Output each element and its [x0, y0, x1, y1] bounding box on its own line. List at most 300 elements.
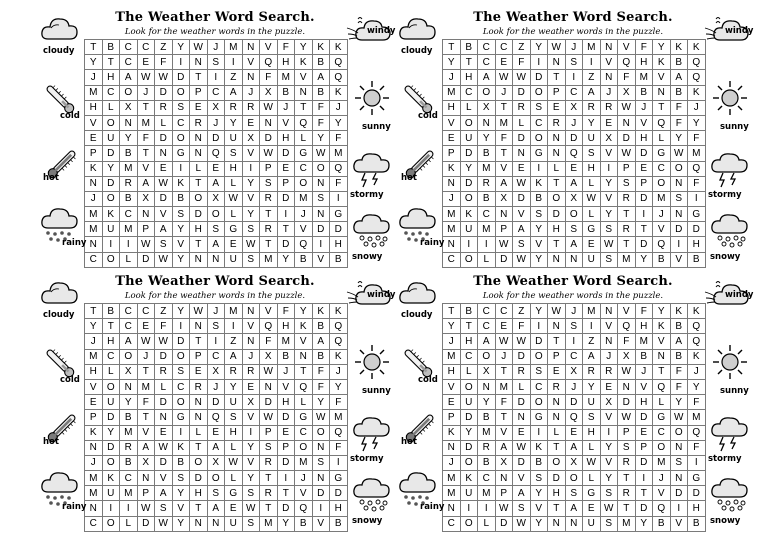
grid-cell: M	[653, 191, 671, 206]
grid-row	[85, 207, 348, 222]
grid-cell: N	[653, 85, 671, 100]
grid-cell: V	[242, 410, 260, 425]
grid-cell: W	[225, 191, 243, 206]
grid-cell: W	[670, 146, 688, 161]
grid-cell: D	[277, 410, 295, 425]
grid-cell: L	[155, 115, 173, 130]
grid-cell: I	[120, 501, 138, 516]
grid-cell: Y	[530, 516, 548, 531]
grid-cell: E	[277, 161, 295, 176]
grid-cell: D	[635, 410, 653, 425]
grid-cell: B	[635, 349, 653, 364]
label-sunny: sunny	[362, 386, 391, 396]
grid-cell: Y	[460, 425, 478, 440]
grid-row	[85, 237, 348, 252]
grid-cell: J	[635, 364, 653, 379]
grid-cell: V	[513, 207, 531, 222]
grid-cell: A	[312, 334, 330, 349]
grid-cell: L	[583, 471, 601, 486]
grid-cell: M	[443, 486, 461, 501]
grid-cell: U	[460, 222, 478, 237]
grid-cell: V	[137, 161, 155, 176]
grid-cell: O	[295, 176, 313, 191]
grid-cell: J	[330, 364, 348, 379]
grid-cell: K	[653, 55, 671, 70]
grid-row	[85, 349, 348, 364]
grid-cell: N	[85, 501, 103, 516]
grid-cell: J	[495, 349, 513, 364]
grid-row	[85, 486, 348, 501]
grid-cell: L	[190, 161, 208, 176]
grid-cell: L	[460, 100, 478, 115]
grid-cell: F	[688, 395, 706, 410]
grid-cell: O	[653, 176, 671, 191]
grid-cell: O	[670, 161, 688, 176]
grid-cell: D	[155, 85, 173, 100]
grid-cell: Y	[443, 55, 461, 70]
grid-cell: S	[155, 237, 173, 252]
grid-row	[443, 395, 706, 410]
grid-cell: B	[653, 516, 671, 531]
grid-cell: D	[688, 486, 706, 501]
grid-cell: Q	[295, 379, 313, 394]
grid-cell: T	[190, 334, 208, 349]
grid-row	[443, 379, 706, 394]
grid-row	[443, 85, 706, 100]
grid-cell: N	[207, 252, 225, 267]
grid-cell: E	[443, 395, 461, 410]
grid-cell: X	[600, 395, 618, 410]
grid-cell: O	[460, 252, 478, 267]
grid-cell: W	[548, 304, 566, 319]
grid-cell: B	[478, 146, 496, 161]
grid-cell: W	[137, 501, 155, 516]
grid-cell: R	[225, 364, 243, 379]
grid-cell: N	[155, 410, 173, 425]
grid-cell: G	[172, 146, 190, 161]
grid-cell: F	[495, 131, 513, 146]
grid-cell: T	[618, 237, 636, 252]
grid-cell: R	[242, 364, 260, 379]
grid-cell: C	[478, 304, 496, 319]
grid-cell: H	[548, 222, 566, 237]
grid-cell: A	[207, 440, 225, 455]
grid-cell: N	[495, 471, 513, 486]
grid-cell: F	[277, 40, 295, 55]
grid-cell: X	[600, 131, 618, 146]
grid-cell: W	[495, 501, 513, 516]
grid-cell: T	[460, 319, 478, 334]
grid-cell: E	[495, 55, 513, 70]
grid-cell: E	[583, 501, 601, 516]
grid-cell: B	[635, 85, 653, 100]
grid-cell: V	[618, 40, 636, 55]
grid-cell: P	[495, 486, 513, 501]
grid-cell: D	[460, 146, 478, 161]
grid-cell: X	[618, 349, 636, 364]
worksheet-3	[40, 272, 396, 534]
grid-cell: D	[277, 146, 295, 161]
grid-cell: Y	[530, 222, 548, 237]
grid-cell: T	[635, 222, 653, 237]
grid-cell: H	[277, 131, 295, 146]
grid-cell: R	[618, 191, 636, 206]
grid-cell: M	[137, 379, 155, 394]
grid-cell: N	[85, 176, 103, 191]
grid-cell: B	[295, 516, 313, 531]
grid-cell: T	[548, 70, 566, 85]
grid-cell: O	[207, 471, 225, 486]
sun-icon	[712, 80, 748, 116]
grid-cell: L	[295, 131, 313, 146]
grid-cell: N	[443, 237, 461, 252]
grid-cell: K	[330, 40, 348, 55]
grid-cell: R	[513, 100, 531, 115]
grid-cell: H	[635, 395, 653, 410]
grid-cell: A	[312, 70, 330, 85]
grid-row	[443, 70, 706, 85]
grid-cell: S	[312, 455, 330, 470]
grid-cell: E	[155, 425, 173, 440]
grid-cell: Y	[172, 252, 190, 267]
grid-cell: W	[618, 364, 636, 379]
grid-cell: V	[635, 379, 653, 394]
grid-cell: O	[670, 425, 688, 440]
grid-cell: Y	[530, 252, 548, 267]
grid-row	[443, 516, 706, 531]
grid-cell: S	[172, 471, 190, 486]
grid-cell: N	[85, 440, 103, 455]
grid-cell: M	[688, 146, 706, 161]
grid-cell: L	[513, 115, 531, 130]
grid-cell: L	[583, 176, 601, 191]
grid-cell: W	[583, 455, 601, 470]
grid-cell: C	[460, 349, 478, 364]
grid-cell: W	[260, 410, 278, 425]
grid-cell: L	[102, 364, 120, 379]
grid-cell: A	[513, 486, 531, 501]
grid-cell: F	[330, 440, 348, 455]
grid-cell: B	[478, 455, 496, 470]
grid-cell: S	[670, 191, 688, 206]
grid-cell: R	[260, 455, 278, 470]
grid-cell: V	[513, 471, 531, 486]
grid-cell: L	[225, 176, 243, 191]
grid-cell: Q	[688, 319, 706, 334]
grid-cell: R	[120, 176, 138, 191]
grid-cell: I	[330, 455, 348, 470]
grid-cell: D	[190, 207, 208, 222]
grid-cell: B	[277, 349, 295, 364]
sun-icon	[354, 344, 390, 380]
grid-cell: N	[565, 252, 583, 267]
grid-cell: X	[207, 100, 225, 115]
grid-cell: D	[155, 131, 173, 146]
grid-cell: F	[260, 70, 278, 85]
grid-cell: K	[312, 40, 330, 55]
grid-cell: K	[312, 304, 330, 319]
grid-cell: T	[260, 501, 278, 516]
grid-cell: V	[85, 379, 103, 394]
grid-cell: M	[120, 222, 138, 237]
grid-cell: I	[583, 55, 601, 70]
grid-cell: T	[295, 364, 313, 379]
grid-cell: X	[120, 364, 138, 379]
grid-cell: R	[225, 100, 243, 115]
grid-cell: E	[548, 364, 566, 379]
grid-cell: N	[295, 349, 313, 364]
grid-cell: I	[583, 319, 601, 334]
grid-cell: O	[207, 207, 225, 222]
grid-cell: N	[242, 40, 260, 55]
grid-cell: Q	[565, 410, 583, 425]
grid-row	[443, 501, 706, 516]
storm-cloud-icon	[710, 152, 748, 188]
grid-cell: M	[478, 425, 496, 440]
grid-cell: V	[495, 161, 513, 176]
grid-cell: D	[460, 440, 478, 455]
grid-cell: I	[225, 319, 243, 334]
grid-cell: T	[495, 146, 513, 161]
grid-cell: E	[513, 425, 531, 440]
grid-cell: Y	[85, 319, 103, 334]
grid-cell: S	[242, 222, 260, 237]
grid-cell: A	[670, 334, 688, 349]
grid-cell: W	[600, 501, 618, 516]
grid-row	[443, 222, 706, 237]
grid-row	[85, 501, 348, 516]
grid-cell: T	[618, 207, 636, 222]
grid-cell: O	[295, 440, 313, 455]
grid-cell: S	[172, 207, 190, 222]
grid-cell: H	[102, 334, 120, 349]
grid-cell: L	[548, 161, 566, 176]
grid-cell: L	[653, 131, 671, 146]
grid-cell: A	[478, 70, 496, 85]
grid-cell: B	[102, 304, 120, 319]
grid-cell: B	[460, 304, 478, 319]
grid-cell: C	[653, 161, 671, 176]
grid-cell: Q	[330, 334, 348, 349]
grid-cell: Y	[530, 304, 548, 319]
grid-cell: Z	[155, 304, 173, 319]
grid-cell: C	[295, 161, 313, 176]
grid-cell: B	[120, 455, 138, 470]
grid-cell: C	[295, 425, 313, 440]
grid-cell: Z	[155, 40, 173, 55]
grid-cell: A	[583, 349, 601, 364]
grid-cell: C	[460, 85, 478, 100]
grid-cell: I	[635, 471, 653, 486]
grid-cell: Y	[635, 516, 653, 531]
grid-cell: N	[565, 516, 583, 531]
grid-cell: U	[102, 395, 120, 410]
label-stormy: stormy	[708, 190, 742, 200]
grid-cell: H	[635, 55, 653, 70]
grid-cell: L	[583, 440, 601, 455]
grid-cell: Z	[583, 70, 601, 85]
grid-cell: A	[207, 176, 225, 191]
grid-cell: K	[102, 207, 120, 222]
label-cloudy: cloudy	[43, 310, 75, 320]
grid-cell: U	[583, 395, 601, 410]
grid-cell: L	[102, 100, 120, 115]
grid-cell: R	[548, 115, 566, 130]
grid-cell: M	[225, 304, 243, 319]
grid-cell: F	[670, 364, 688, 379]
grid-cell: N	[120, 379, 138, 394]
grid-cell: V	[618, 304, 636, 319]
grid-cell: Q	[688, 70, 706, 85]
grid-cell: K	[688, 40, 706, 55]
grid-cell: D	[102, 410, 120, 425]
grid-cell: N	[670, 176, 688, 191]
label-snowy: snowy	[710, 516, 741, 526]
grid-cell: S	[670, 455, 688, 470]
grid-cell: N	[85, 237, 103, 252]
grid-cell: O	[102, 379, 120, 394]
grid-cell: D	[513, 455, 531, 470]
grid-cell: N	[478, 115, 496, 130]
grid-cell: Y	[85, 55, 103, 70]
grid-cell: S	[600, 252, 618, 267]
grid-row	[85, 85, 348, 100]
grid-cell: O	[478, 85, 496, 100]
grid-cell: M	[85, 207, 103, 222]
grid-cell: I	[460, 237, 478, 252]
grid-cell: T	[137, 146, 155, 161]
grid-cell: K	[443, 425, 461, 440]
grid-cell: T	[618, 471, 636, 486]
grid-cell: T	[295, 100, 313, 115]
grid-cell: E	[513, 161, 531, 176]
grid-cell: N	[190, 319, 208, 334]
grid-cell: B	[478, 410, 496, 425]
grid-cell: M	[443, 222, 461, 237]
grid-cell: B	[653, 252, 671, 267]
grid-cell: Q	[653, 379, 671, 394]
grid-cell: F	[688, 131, 706, 146]
grid-cell: F	[277, 304, 295, 319]
grid-row	[443, 131, 706, 146]
grid-cell: D	[277, 191, 295, 206]
grid-cell: Y	[530, 486, 548, 501]
grid-cell: X	[565, 455, 583, 470]
grid-cell: W	[583, 191, 601, 206]
label-windy: windy	[725, 26, 754, 36]
grid-cell: I	[277, 471, 295, 486]
grid-cell: S	[225, 146, 243, 161]
grid-cell: C	[565, 349, 583, 364]
grid-cell: W	[312, 146, 330, 161]
grid-cell: D	[513, 395, 531, 410]
grid-cell: I	[688, 191, 706, 206]
grid-row	[443, 191, 706, 206]
grid-cell: R	[618, 455, 636, 470]
grid-row	[443, 455, 706, 470]
grid-cell: F	[513, 319, 531, 334]
grid-cell: T	[548, 176, 566, 191]
grid-cell: M	[85, 349, 103, 364]
grid-row	[443, 146, 706, 161]
grid-cell: W	[513, 440, 531, 455]
grid-cell: M	[330, 146, 348, 161]
grid-cell: Y	[172, 40, 190, 55]
grid-cell: I	[600, 161, 618, 176]
grid-cell: L	[653, 395, 671, 410]
grid-cell: S	[530, 364, 548, 379]
grid-cell: N	[548, 252, 566, 267]
word-search-grid	[84, 39, 348, 268]
grid-cell: E	[565, 161, 583, 176]
grid-cell: I	[225, 55, 243, 70]
grid-cell: O	[460, 516, 478, 531]
grid-cell: W	[513, 252, 531, 267]
grid-cell: K	[688, 304, 706, 319]
grid-cell: X	[120, 100, 138, 115]
grid-cell: H	[635, 319, 653, 334]
grid-cell: C	[120, 55, 138, 70]
grid-cell: G	[653, 410, 671, 425]
grid-cell: S	[172, 100, 190, 115]
grid-cell: Q	[653, 237, 671, 252]
grid-cell: V	[653, 70, 671, 85]
label-hot: hot	[43, 173, 59, 183]
grid-cell: J	[443, 191, 461, 206]
storm-cloud-icon	[352, 152, 390, 188]
grid-row	[443, 486, 706, 501]
grid-cell: S	[600, 516, 618, 531]
grid-cell: Y	[670, 395, 688, 410]
grid-cell: X	[565, 100, 583, 115]
grid-cell: M	[330, 410, 348, 425]
grid-cell: S	[565, 55, 583, 70]
grid-cell: M	[295, 191, 313, 206]
grid-cell: K	[295, 55, 313, 70]
grid-row	[85, 425, 348, 440]
grid-cell: Y	[443, 319, 461, 334]
grid-cell: P	[190, 85, 208, 100]
grid-cell: Q	[688, 334, 706, 349]
grid-cell: P	[443, 146, 461, 161]
grid-cell: A	[565, 440, 583, 455]
grid-cell: B	[670, 319, 688, 334]
grid-cell: D	[565, 131, 583, 146]
grid-cell: L	[120, 252, 138, 267]
grid-cell: Z	[225, 334, 243, 349]
grid-cell: V	[295, 222, 313, 237]
grid-row	[85, 395, 348, 410]
grid-row	[85, 334, 348, 349]
grid-cell: T	[548, 334, 566, 349]
grid-cell: P	[190, 349, 208, 364]
grid-cell: A	[495, 440, 513, 455]
grid-cell: Y	[242, 176, 260, 191]
snow-cloud-icon	[352, 477, 392, 513]
grid-cell: K	[172, 176, 190, 191]
grid-cell: C	[478, 319, 496, 334]
grid-cell: I	[478, 237, 496, 252]
grid-cell: F	[635, 40, 653, 55]
grid-cell: J	[635, 100, 653, 115]
grid-row	[443, 252, 706, 267]
grid-cell: A	[207, 237, 225, 252]
grid-cell: X	[242, 395, 260, 410]
grid-cell: N	[190, 410, 208, 425]
grid-cell: R	[583, 100, 601, 115]
grid-cell: O	[102, 516, 120, 531]
grid-row	[443, 410, 706, 425]
